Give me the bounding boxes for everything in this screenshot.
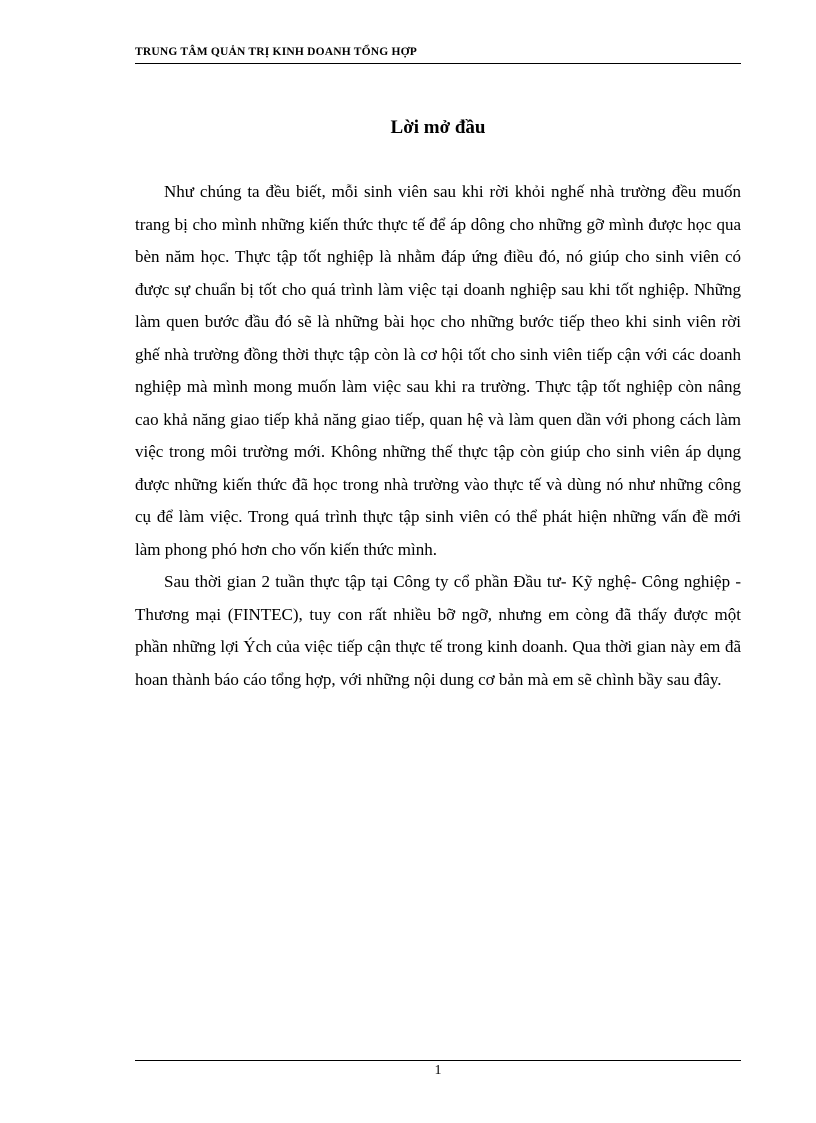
document-body [135,176,741,696]
page-header [135,44,741,64]
footer-divider [135,1060,741,1061]
paragraph: Sau thời gian 2 tuần thực tập tại Công ty cổ phần Đầu tư- Kỹ nghệ- Công nghiệp - Thương mại (FINTEC), tuy con rất nhiều bỡ ngỡ, nhưng em còng đã thấy được một phần những lợi Ých của việc tiếp cận thực tế trong kinh doanh. Qua thời gian này em đã hoan thành báo cáo tổng hợp, với những nội dung cơ bản mà em sẽ chình bầy sau đây. [135,572,741,689]
document-title: Lời mở đầu [390,117,486,138]
page-number: 1 [434,1063,442,1078]
header-text: TRUNG TÂM QUẢN TRỊ KINH DOANH TỔNG HỢP [135,46,418,58]
paragraph: Như chúng ta đều biết, mỗi sinh viên sau khi rời khỏi nghế nhà trường đều muốn trang bị cho mình những kiến thức thực tế để áp dông cho những gỡ mình được học qua bèn năm học. Thực tập tốt nghiệp là nhằm đáp ứng điều đó, nó giúp cho sinh viên có được sự chuẩn bị tốt cho quá trình làm việc tại doanh nghiệp sau khi tốt nghiệp. Những làm quen bước đầu đó sẽ là những bài học cho những bước tiếp theo khi sinh viên rời ghế nhà trường đồng thời thực tập còn là cơ hội tốt cho sinh viên tiếp cận với các doanh nghiệp mà mình mong muốn làm việc sau khi ra trường. Thực tập tốt nghiệp còn nâng cao khả năng giao tiếp khả năng giao tiếp, quan hệ và làm quen dần với phong cách làm việc trong môi trường mới. Không những thế thực tập còn giúp cho sinh viên áp dụng được những kiến thức đã học trong nhà trường vào thực tế và dùng nó như những công cụ để làm việc. Trong quá trình thực tập sinh viên có thể phát hiện những vấn đề mới làm phong phó hơn cho vốn kiến thức mình. [135,182,741,559]
